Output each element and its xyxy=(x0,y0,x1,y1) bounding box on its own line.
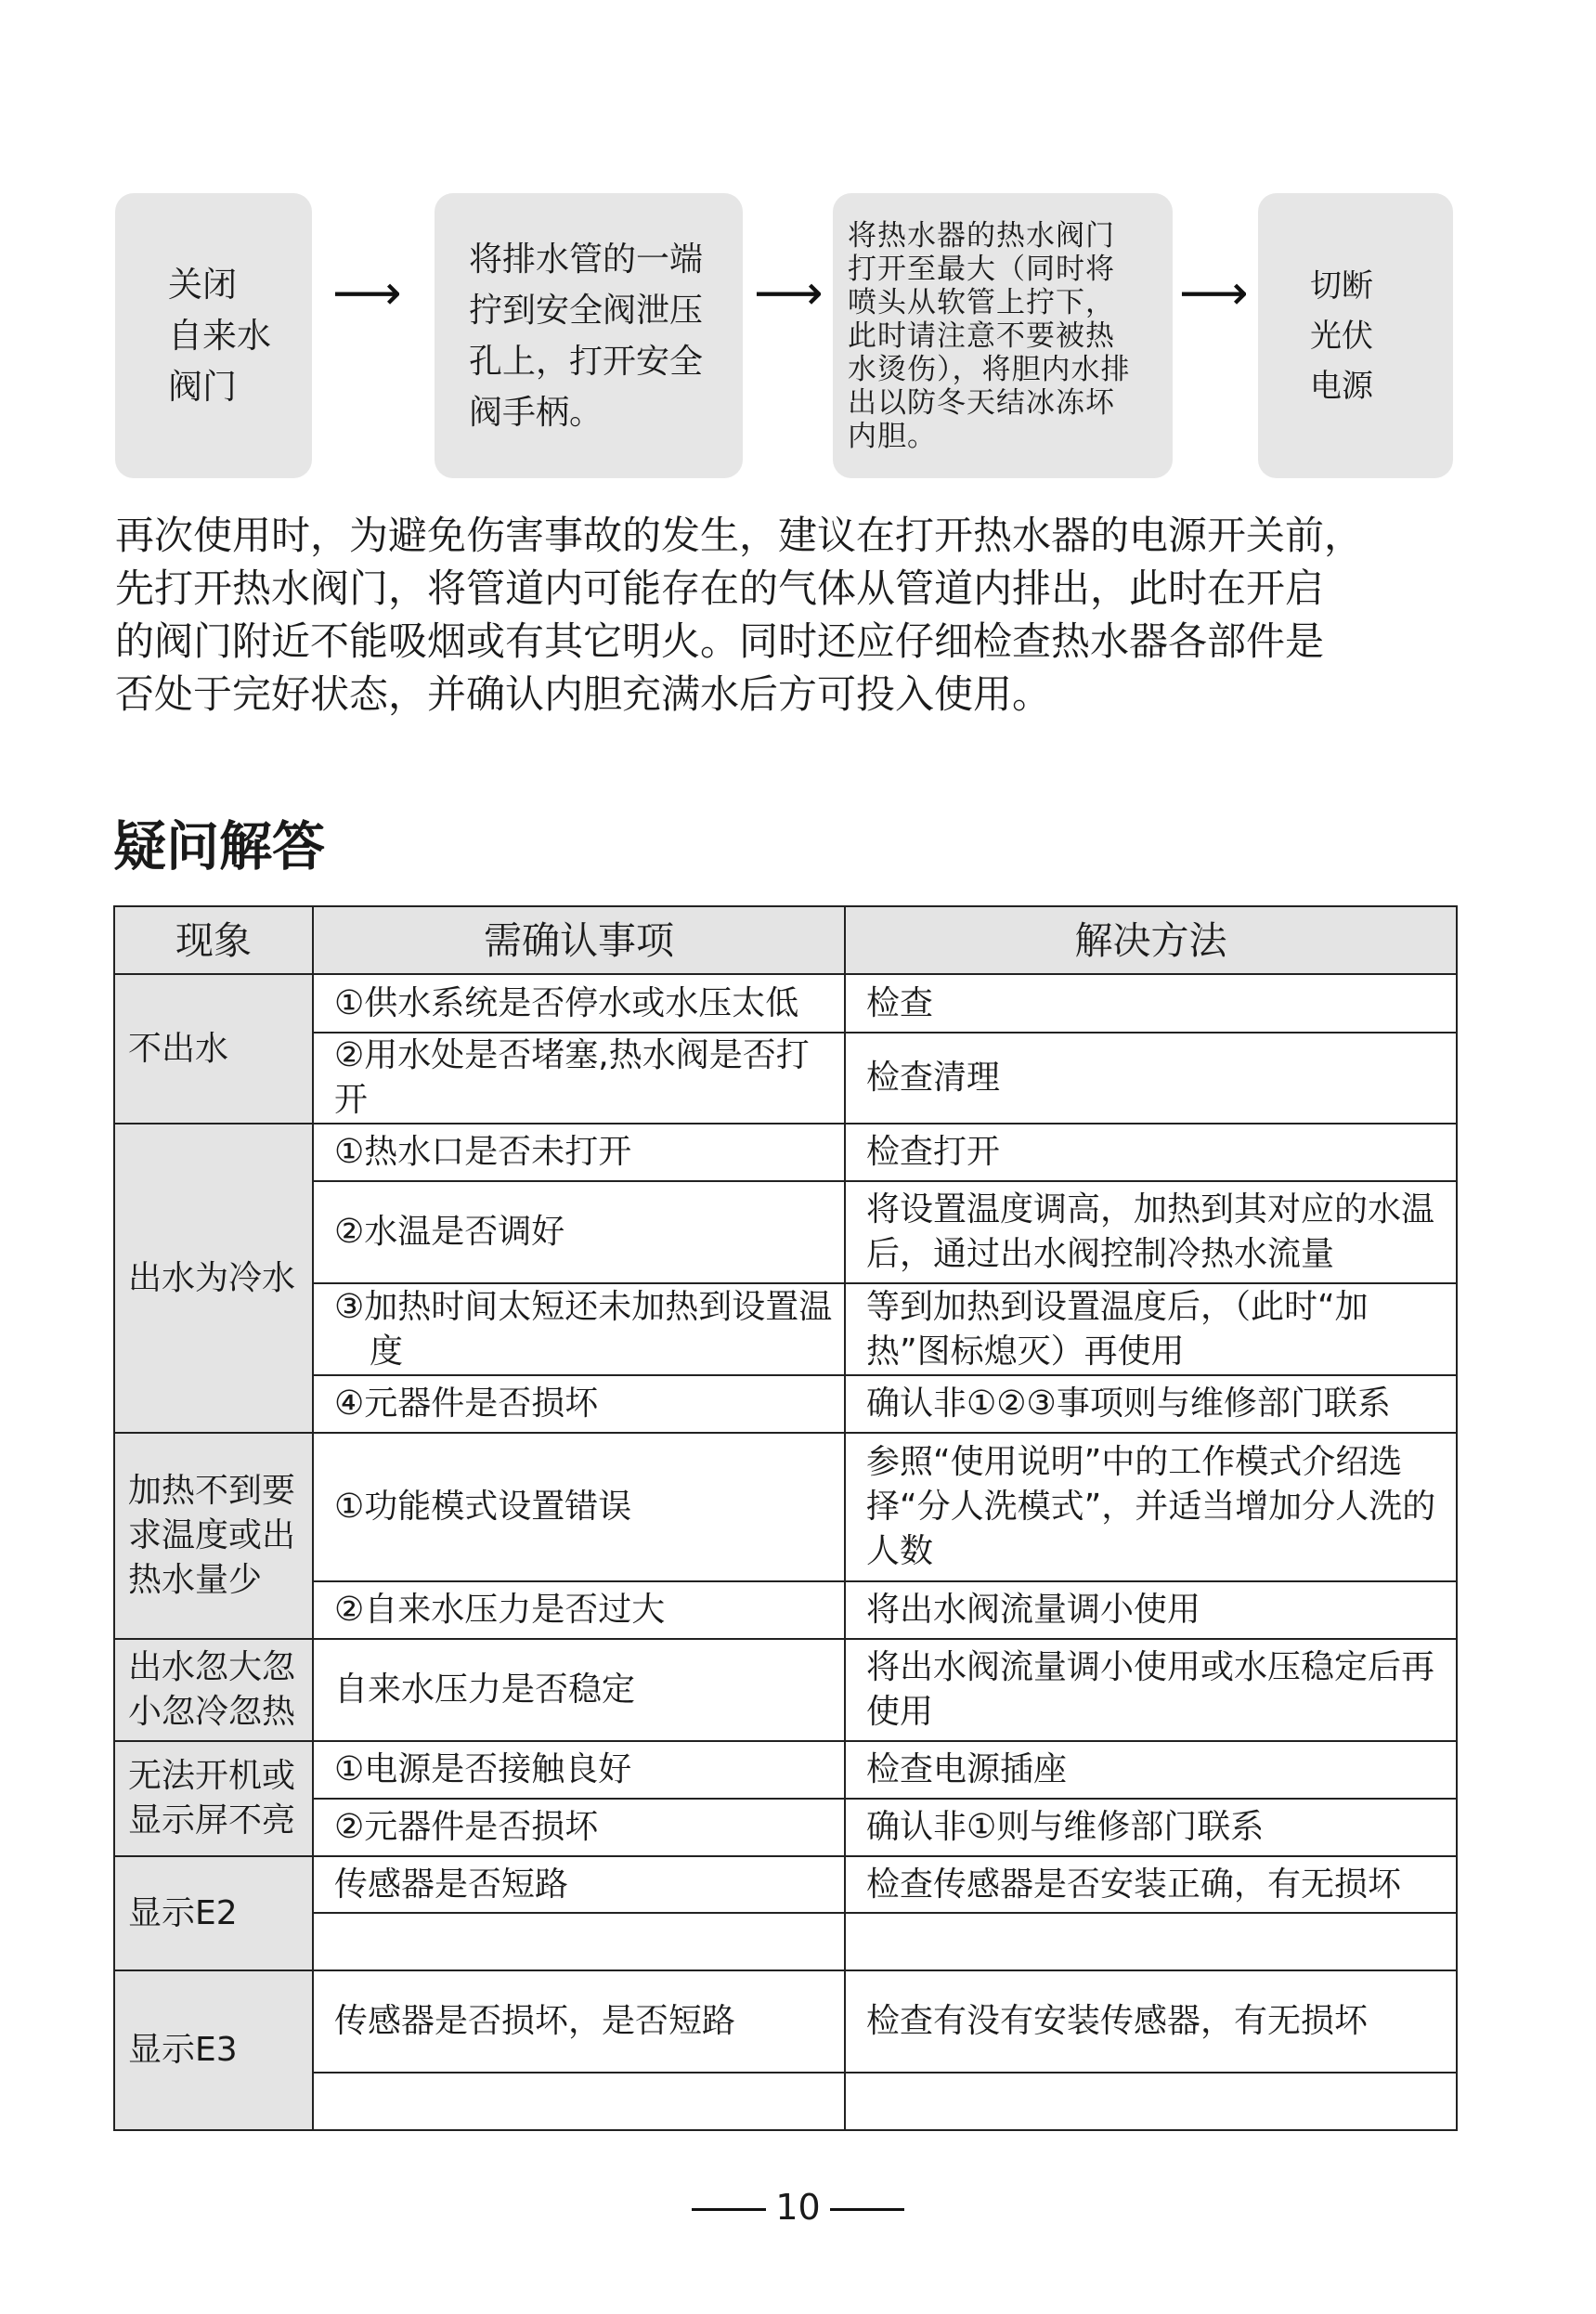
check-cell: ②元器件是否损坏 xyxy=(313,1799,845,1856)
flow-step-2 xyxy=(435,193,743,478)
table-row xyxy=(114,1033,1457,1124)
check-cell xyxy=(313,1283,845,1375)
flow-step-1-text: 关闭 自来水 阀门 xyxy=(168,265,271,407)
flow-step-1 xyxy=(115,193,312,478)
phenomenon-cell: 无法开机或显示屏不亮 xyxy=(114,1741,313,1856)
solution-cell: 将出水阀流量调小使用 xyxy=(845,1581,1457,1639)
table-row xyxy=(114,1799,1457,1856)
table-row xyxy=(114,2073,1457,2130)
solution-cell: 检查 xyxy=(845,974,1457,1033)
phenomenon-cell: 出水忽大忽小忽冷忽热 xyxy=(114,1639,313,1741)
flow-arrow-1: ⟶ xyxy=(332,266,402,321)
check-cell: 传感器是否短路 xyxy=(313,1856,845,1913)
solution-cell: 检查打开 xyxy=(845,1124,1457,1181)
phenomenon-cell: 出水为冷水 xyxy=(114,1124,313,1433)
table-row xyxy=(114,1181,1457,1283)
page-number-dash-left xyxy=(692,2208,766,2211)
phenomenon-cell: 加热不到要求温度或出热水量少 xyxy=(114,1433,313,1639)
solution-cell: 将设置温度调高，加热到其对应的水温后，通过出水阀控制冷热水流量 xyxy=(845,1181,1457,1283)
solution-cell: 检查传感器是否安装正确，有无损坏 xyxy=(845,1856,1457,1913)
solution-cell: 等到加热到设置温度后，（此时“加热”图标熄灭）再使用 xyxy=(845,1283,1457,1375)
flow-step-2-text: 将排水管的一端 拧到安全阀泄压 孔上，打开安全 阀手柄。 xyxy=(469,240,704,432)
table-row xyxy=(114,1124,1457,1181)
section-title: 疑问解答 xyxy=(113,816,325,878)
check-cell xyxy=(313,1913,845,1970)
check-cell: ①热水口是否未打开 xyxy=(313,1124,845,1181)
solution-cell xyxy=(845,2073,1457,2130)
flow-step-3 xyxy=(833,193,1173,478)
paragraph-line: 先打开热水阀门，将管道内可能存在的气体从管道内排出，此时在开启 xyxy=(115,566,1325,611)
table-row xyxy=(114,974,1457,1033)
table-row xyxy=(114,1856,1457,1913)
check-cell: ②用水处是否堵塞,热水阀是否打开 xyxy=(313,1033,845,1124)
header-phenomenon: 现象 xyxy=(114,906,313,974)
table-row xyxy=(114,1283,1457,1375)
phenomenon-cell: 显示E2 xyxy=(114,1856,313,1970)
check-cell: ①电源是否接触良好 xyxy=(313,1741,845,1799)
solution-cell: 将出水阀流量调小使用或水压稳定后再使用 xyxy=(845,1639,1457,1741)
check-cell: ④元器件是否损坏 xyxy=(313,1375,845,1433)
table-row xyxy=(114,1639,1457,1741)
table-row xyxy=(114,1581,1457,1639)
solution-cell: 参照“使用说明”中的工作模式介绍选择“分人洗模式”，并适当增加分人洗的人数 xyxy=(845,1433,1457,1581)
check-cell: ①功能模式设置错误 xyxy=(313,1433,845,1581)
page-number-text: 10 xyxy=(775,2187,821,2228)
check-cell: ②水温是否调好 xyxy=(313,1181,845,1283)
table-row xyxy=(114,1433,1457,1581)
table-row xyxy=(114,1970,1457,2073)
solution-cell: 确认非①②③事项则与维修部门联系 xyxy=(845,1375,1457,1433)
paragraph-line: 否处于完好状态，并确认内胆充满水后方可投入使用。 xyxy=(115,671,1052,717)
solution-cell: 检查电源插座 xyxy=(845,1741,1457,1799)
solution-cell xyxy=(845,1913,1457,1970)
flow-step-4-text: 切断 光伏 电源 xyxy=(1310,266,1373,405)
paragraph-line: 的阀门附近不能吸烟或有其它明火。同时还应仔细检查热水器各部件是 xyxy=(115,618,1325,664)
page-number xyxy=(0,2184,1596,2230)
check-text: ③加热时间太短还未加热到设置温度 xyxy=(334,1287,833,1371)
table-row xyxy=(114,1741,1457,1799)
phenomenon-cell: 显示E3 xyxy=(114,1970,313,2130)
table-row xyxy=(114,1375,1457,1433)
page-number-dash-right xyxy=(830,2208,904,2211)
check-cell: ②自来水压力是否过大 xyxy=(313,1581,845,1639)
header-check: 需确认事项 xyxy=(313,906,845,974)
flow-arrow-2: ⟶ xyxy=(754,266,824,321)
check-cell xyxy=(313,2073,845,2130)
usage-paragraph xyxy=(115,509,1489,721)
solution-cell: 检查清理 xyxy=(845,1033,1457,1124)
solution-cell: 确认非①则与维修部门联系 xyxy=(845,1799,1457,1856)
flow-step-3-text: 将热水器的热水阀门 打开至最大（同时将 喷头从软管上拧下， 此时请注意不要被热 水烫伤），将胆内水排 出以防冬天结冰冻坏 内胆。 xyxy=(848,218,1131,453)
check-cell: 传感器是否损坏，是否短路 xyxy=(313,1970,845,2073)
check-cell: 自来水压力是否稳定 xyxy=(313,1639,845,1741)
table-row xyxy=(114,1913,1457,1970)
flow-step-4 xyxy=(1258,193,1453,478)
paragraph-line: 再次使用时，为避免伤害事故的发生，建议在打开热水器的电源开关前， xyxy=(115,513,1364,558)
table-header-row xyxy=(114,906,1457,974)
phenomenon-cell: 不出水 xyxy=(114,974,313,1124)
troubleshooting-table xyxy=(113,905,1458,2131)
check-cell: ①供水系统是否停水或水压太低 xyxy=(313,974,845,1033)
header-solution: 解决方法 xyxy=(845,906,1457,974)
flow-arrow-3: ⟶ xyxy=(1179,266,1249,321)
solution-cell: 检查有没有安装传感器，有无损坏 xyxy=(845,1970,1457,2073)
